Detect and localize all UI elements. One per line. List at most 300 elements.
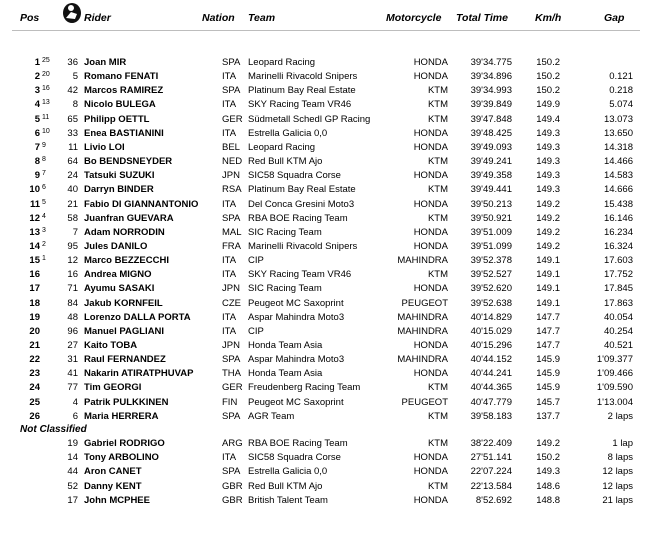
not-classified-label: Not Classified bbox=[20, 424, 87, 435]
table-row bbox=[0, 311, 650, 325]
speed-cell: 147.7 bbox=[536, 312, 560, 323]
table-row bbox=[0, 169, 650, 183]
gap-cell: 12 laps bbox=[602, 481, 633, 492]
total-time-cell: 40'47.779 bbox=[470, 397, 512, 408]
rider-number-cell: 7 bbox=[72, 227, 78, 238]
team-cell: Peugeot MC Saxoprint bbox=[248, 397, 344, 408]
motorcycle-cell: KTM bbox=[427, 438, 448, 449]
speed-cell: 145.9 bbox=[536, 354, 560, 365]
position-cell: 16 bbox=[29, 269, 40, 280]
rider-name-cell: Gabriel RODRIGO bbox=[84, 438, 165, 449]
speed-cell: 147.7 bbox=[536, 326, 560, 337]
team-cell: Südmetall Schedl GP Racing bbox=[248, 114, 371, 125]
team-cell: Estrella Galicia 0,0 bbox=[248, 128, 328, 139]
team-cell: CIP bbox=[248, 326, 264, 337]
total-time-cell: 39'39.849 bbox=[470, 99, 512, 110]
grid-position-cell: 6 bbox=[42, 184, 46, 191]
rider-name-cell: Tim GEORGI bbox=[84, 382, 142, 393]
nation-cell: ITA bbox=[222, 255, 237, 266]
rider-number-cell: 64 bbox=[67, 156, 78, 167]
motorcycle-cell: KTM bbox=[427, 156, 448, 167]
gap-cell: 21 laps bbox=[602, 495, 633, 506]
rider-number-cell: 58 bbox=[67, 213, 78, 224]
rider-number-cell: 17 bbox=[67, 495, 78, 506]
position-cell: 8 bbox=[34, 156, 40, 167]
total-time-cell: 39'50.213 bbox=[470, 199, 512, 210]
nation-cell: SPA bbox=[222, 57, 241, 68]
gap-cell: 13.650 bbox=[603, 128, 633, 139]
nation-cell: ITA bbox=[222, 71, 237, 82]
rider-name-cell: Ayumu SASAKI bbox=[84, 283, 155, 294]
gap-cell: 2 laps bbox=[607, 411, 633, 422]
rider-number-cell: 31 bbox=[67, 354, 78, 365]
rider-name-cell: Bo BENDSNEYDER bbox=[84, 156, 173, 167]
motorcycle-cell: HONDA bbox=[413, 466, 448, 477]
rider-name-cell: Danny KENT bbox=[84, 481, 142, 492]
table-row bbox=[0, 113, 650, 127]
nation-cell: GBR bbox=[222, 495, 243, 506]
not-classified-row bbox=[0, 480, 650, 494]
position-cell: 21 bbox=[29, 340, 40, 351]
team-cell: Marinelli Rivacold Snipers bbox=[248, 71, 358, 82]
gap-cell: 14.318 bbox=[603, 142, 633, 153]
nation-cell: JPN bbox=[222, 340, 240, 351]
nation-cell: ITA bbox=[222, 199, 237, 210]
table-row bbox=[0, 155, 650, 169]
total-time-cell: 39'52.378 bbox=[470, 255, 512, 266]
total-time-cell: 39'49.093 bbox=[470, 142, 512, 153]
table-row bbox=[0, 353, 650, 367]
motorcycle-cell: HONDA bbox=[413, 170, 448, 181]
total-time-cell: 39'52.620 bbox=[470, 283, 512, 294]
speed-cell: 149.3 bbox=[536, 156, 560, 167]
rider-number-cell: 52 bbox=[67, 481, 78, 492]
team-cell: SKY Racing Team VR46 bbox=[248, 269, 352, 280]
table-row bbox=[0, 410, 650, 424]
rider-number-cell: 42 bbox=[67, 85, 78, 96]
position-cell: 2 bbox=[34, 71, 40, 82]
total-time-cell: 38'22.409 bbox=[470, 438, 512, 449]
gap-cell: 17.845 bbox=[603, 283, 633, 294]
speed-cell: 150.2 bbox=[536, 71, 560, 82]
nation-cell: CZE bbox=[222, 298, 241, 309]
motorcycle-cell: KTM bbox=[427, 213, 448, 224]
rider-number-cell: 19 bbox=[67, 438, 78, 449]
grid-position-cell: 10 bbox=[42, 128, 50, 135]
rider-name-cell: Jules DANILO bbox=[84, 241, 148, 252]
rider-number-cell: 21 bbox=[67, 199, 78, 210]
nation-cell: JPN bbox=[222, 170, 240, 181]
rider-name-cell: Andrea MIGNO bbox=[84, 269, 152, 280]
gap-cell: 17.863 bbox=[603, 298, 633, 309]
gap-cell: 14.583 bbox=[603, 170, 633, 181]
rider-number-cell: 33 bbox=[67, 128, 78, 139]
grid-position-cell: 9 bbox=[42, 142, 46, 149]
total-time-cell: 39'51.009 bbox=[470, 227, 512, 238]
gap-cell: 13.073 bbox=[603, 114, 633, 125]
team-cell: RBA BOE Racing Team bbox=[248, 438, 348, 449]
grid-position-cell: 13 bbox=[42, 99, 50, 106]
total-time-cell: 40'44.241 bbox=[470, 368, 512, 379]
gap-cell: 40.054 bbox=[603, 312, 633, 323]
gap-cell: 0.218 bbox=[609, 85, 633, 96]
rider-number-cell: 6 bbox=[72, 411, 78, 422]
table-row bbox=[0, 141, 650, 155]
total-time-cell: 39'49.358 bbox=[470, 170, 512, 181]
gap-cell: 14.466 bbox=[603, 156, 633, 167]
table-row bbox=[0, 240, 650, 254]
position-cell: 17 bbox=[29, 283, 40, 294]
speed-cell: 149.3 bbox=[536, 128, 560, 139]
table-row bbox=[0, 396, 650, 410]
rider-name-cell: Nakarin ATIRATPHUVAP bbox=[84, 368, 194, 379]
position-cell: 25 bbox=[29, 397, 40, 408]
team-cell: RBA BOE Racing Team bbox=[248, 213, 348, 224]
table-row bbox=[0, 183, 650, 197]
total-time-cell: 39'47.848 bbox=[470, 114, 512, 125]
gap-cell: 8 laps bbox=[607, 452, 633, 463]
rider-name-cell: Philipp OETTL bbox=[84, 114, 150, 125]
motorcycle-cell: HONDA bbox=[413, 142, 448, 153]
nation-cell: GER bbox=[222, 114, 243, 125]
nation-cell: ITA bbox=[222, 312, 237, 323]
position-cell: 7 bbox=[34, 142, 40, 153]
position-cell: 3 bbox=[34, 85, 40, 96]
rider-number-cell: 4 bbox=[72, 397, 78, 408]
nation-cell: JPN bbox=[222, 283, 240, 294]
motorcycle-cell: PEUGEOT bbox=[401, 298, 448, 309]
nation-cell: THA bbox=[222, 368, 241, 379]
speed-cell: 147.7 bbox=[536, 340, 560, 351]
speed-cell: 148.8 bbox=[536, 495, 560, 506]
nation-cell: BEL bbox=[222, 142, 240, 153]
rider-number-cell: 48 bbox=[67, 312, 78, 323]
rider-name-cell: Jakub KORNFEIL bbox=[84, 298, 163, 309]
total-time-cell: 40'44.152 bbox=[470, 354, 512, 365]
position-cell: 4 bbox=[34, 99, 40, 110]
speed-cell: 149.1 bbox=[536, 255, 560, 266]
motorcycle-cell: MAHINDRA bbox=[397, 326, 448, 337]
rider-number-cell: 12 bbox=[67, 255, 78, 266]
rider-name-cell: Manuel PAGLIANI bbox=[84, 326, 165, 337]
rider-name-cell: Tony ARBOLINO bbox=[84, 452, 159, 463]
table-row bbox=[0, 127, 650, 141]
grid-position-cell: 8 bbox=[42, 156, 46, 163]
nation-cell: SPA bbox=[222, 354, 241, 365]
position-cell: 11 bbox=[29, 199, 40, 210]
team-cell: Leopard Racing bbox=[248, 57, 316, 68]
nation-cell: ITA bbox=[222, 99, 237, 110]
rider-name-cell: Livio LOI bbox=[84, 142, 125, 153]
position-cell: 18 bbox=[29, 298, 40, 309]
gap-cell: 16.324 bbox=[603, 241, 633, 252]
rider-name-cell: Adam NORRODIN bbox=[84, 227, 165, 238]
total-time-cell: 40'14.829 bbox=[470, 312, 512, 323]
speed-cell: 149.2 bbox=[536, 213, 560, 224]
table-row bbox=[0, 226, 650, 240]
gap-cell: 5.074 bbox=[609, 99, 633, 110]
table-row bbox=[0, 325, 650, 339]
column-header-gap: Gap bbox=[604, 12, 625, 24]
total-time-cell: 39'34.896 bbox=[470, 71, 512, 82]
column-header-rider: Rider bbox=[84, 12, 111, 24]
motorcycle-cell: HONDA bbox=[413, 452, 448, 463]
motorcycle-cell: PEUGEOT bbox=[401, 397, 448, 408]
rider-number-cell: 5 bbox=[72, 71, 78, 82]
motorcycle-cell: HONDA bbox=[413, 495, 448, 506]
table-row bbox=[0, 268, 650, 282]
motorcycle-cell: HONDA bbox=[413, 199, 448, 210]
position-cell: 12 bbox=[29, 213, 40, 224]
speed-cell: 150.2 bbox=[536, 452, 560, 463]
team-cell: Freudenberg Racing Team bbox=[248, 382, 361, 393]
table-row bbox=[0, 56, 650, 70]
position-cell: 5 bbox=[34, 114, 40, 125]
speed-cell: 145.9 bbox=[536, 382, 560, 393]
rider-name-cell: Tatsuki SUZUKI bbox=[84, 170, 155, 181]
speed-cell: 149.3 bbox=[536, 184, 560, 195]
speed-cell: 149.3 bbox=[536, 170, 560, 181]
speed-cell: 145.7 bbox=[536, 397, 560, 408]
rider-number-cell: 40 bbox=[67, 184, 78, 195]
gap-cell: 15.438 bbox=[603, 199, 633, 210]
team-cell: Aspar Mahindra Moto3 bbox=[248, 312, 345, 323]
rider-name-cell: Marcos RAMIREZ bbox=[84, 85, 164, 96]
speed-cell: 149.9 bbox=[536, 99, 560, 110]
total-time-cell: 39'49.441 bbox=[470, 184, 512, 195]
rider-number-cell: 96 bbox=[67, 326, 78, 337]
gap-cell: 1'13.004 bbox=[596, 397, 633, 408]
motorcycle-cell: KTM bbox=[427, 481, 448, 492]
nation-cell: ITA bbox=[222, 128, 237, 139]
position-cell: 10 bbox=[29, 184, 40, 195]
team-cell: Aspar Mahindra Moto3 bbox=[248, 354, 345, 365]
grid-position-cell: 25 bbox=[42, 57, 50, 64]
rider-number-cell: 16 bbox=[67, 269, 78, 280]
motorcycle-cell: KTM bbox=[427, 184, 448, 195]
gap-cell: 16.234 bbox=[603, 227, 633, 238]
grid-position-cell: 7 bbox=[42, 170, 46, 177]
total-time-cell: 39'52.638 bbox=[470, 298, 512, 309]
grid-position-cell: 20 bbox=[42, 71, 50, 78]
team-cell: Honda Team Asia bbox=[248, 368, 323, 379]
motorcycle-cell: KTM bbox=[427, 382, 448, 393]
team-cell: Marinelli Rivacold Snipers bbox=[248, 241, 358, 252]
nation-cell: FIN bbox=[222, 397, 238, 408]
nation-cell: SPA bbox=[222, 85, 241, 96]
grid-position-cell: 11 bbox=[42, 114, 50, 121]
team-cell: Estrella Galicia 0,0 bbox=[248, 466, 328, 477]
rider-number-cell: 11 bbox=[68, 142, 78, 153]
motorcycle-cell: HONDA bbox=[413, 57, 448, 68]
grid-position-cell: 4 bbox=[42, 213, 46, 220]
nation-cell: ARG bbox=[222, 438, 243, 449]
grid-position-cell: 3 bbox=[42, 227, 46, 234]
speed-cell: 145.9 bbox=[536, 368, 560, 379]
column-header-total-time: Total Time bbox=[456, 12, 508, 24]
motorcycle-cell: HONDA bbox=[413, 283, 448, 294]
rider-name-cell: Raul FERNANDEZ bbox=[84, 354, 166, 365]
motorcycle-cell: HONDA bbox=[413, 368, 448, 379]
position-cell: 15 bbox=[29, 255, 40, 266]
total-time-cell: 8'52.692 bbox=[475, 495, 512, 506]
team-cell: Honda Team Asia bbox=[248, 340, 323, 351]
motorcycle-cell: HONDA bbox=[413, 128, 448, 139]
total-time-cell: 40'15.029 bbox=[470, 326, 512, 337]
rider-number-cell: 71 bbox=[67, 283, 78, 294]
team-cell: CIP bbox=[248, 255, 264, 266]
speed-cell: 150.2 bbox=[536, 57, 560, 68]
motorcycle-cell: KTM bbox=[427, 85, 448, 96]
speed-cell: 149.3 bbox=[536, 466, 560, 477]
motorcycle-cell: MAHINDRA bbox=[397, 312, 448, 323]
speed-cell: 149.1 bbox=[536, 283, 560, 294]
grid-position-cell: 5 bbox=[42, 199, 46, 206]
rider-number-cell: 27 bbox=[67, 340, 78, 351]
motorcycle-cell: HONDA bbox=[413, 227, 448, 238]
rider-name-cell: Lorenzo DALLA PORTA bbox=[84, 312, 191, 323]
gap-cell: 1'09.466 bbox=[596, 368, 633, 379]
nation-cell: ITA bbox=[222, 269, 237, 280]
table-row bbox=[0, 339, 650, 353]
speed-cell: 149.1 bbox=[536, 298, 560, 309]
gap-cell: 0.121 bbox=[609, 71, 633, 82]
total-time-cell: 40'44.365 bbox=[470, 382, 512, 393]
grid-position-cell: 1 bbox=[42, 255, 46, 262]
total-time-cell: 39'49.241 bbox=[470, 156, 512, 167]
total-time-cell: 39'50.921 bbox=[470, 213, 512, 224]
rider-number-cell: 65 bbox=[67, 114, 78, 125]
table-row bbox=[0, 212, 650, 226]
team-cell: Peugeot MC Saxoprint bbox=[248, 298, 344, 309]
team-cell: Platinum Bay Real Estate bbox=[248, 85, 356, 96]
not-classified-row bbox=[0, 494, 650, 508]
team-cell: Platinum Bay Real Estate bbox=[248, 184, 356, 195]
not-classified-row bbox=[0, 437, 650, 451]
gap-cell: 40.254 bbox=[603, 326, 633, 337]
nation-cell: SPA bbox=[222, 213, 241, 224]
nation-cell: SPA bbox=[222, 466, 241, 477]
speed-cell: 149.2 bbox=[536, 227, 560, 238]
position-cell: 26 bbox=[29, 411, 40, 422]
table-row bbox=[0, 367, 650, 381]
table-row bbox=[0, 70, 650, 84]
rider-name-cell: Patrik PULKKINEN bbox=[84, 397, 169, 408]
rider-number-cell: 24 bbox=[67, 170, 78, 181]
column-header-motorcycle: Motorcycle bbox=[386, 12, 442, 24]
not-classified-row bbox=[0, 451, 650, 465]
rider-number-cell: 36 bbox=[67, 57, 78, 68]
total-time-cell: 39'58.183 bbox=[470, 411, 512, 422]
nation-cell: NED bbox=[222, 156, 243, 167]
position-cell: 23 bbox=[29, 368, 40, 379]
team-cell: SIC Racing Team bbox=[248, 227, 322, 238]
table-row bbox=[0, 198, 650, 212]
rider-number-cell: 8 bbox=[72, 99, 78, 110]
column-header-kmh: Km/h bbox=[535, 12, 562, 24]
team-cell: Red Bull KTM Ajo bbox=[248, 481, 323, 492]
team-cell: SKY Racing Team VR46 bbox=[248, 99, 352, 110]
grid-position-cell: 2 bbox=[42, 241, 46, 248]
rider-name-cell: Aron CANET bbox=[84, 466, 142, 477]
gap-cell: 40.521 bbox=[603, 340, 633, 351]
nation-cell: GBR bbox=[222, 481, 243, 492]
position-cell: 9 bbox=[34, 170, 40, 181]
motorcycle-cell: HONDA bbox=[413, 340, 448, 351]
position-cell: 13 bbox=[29, 227, 40, 238]
gap-cell: 1'09.590 bbox=[596, 382, 633, 393]
rider-name-cell: Marco BEZZECCHI bbox=[84, 255, 169, 266]
nation-cell: GER bbox=[222, 382, 243, 393]
nation-cell: SPA bbox=[222, 411, 241, 422]
position-cell: 6 bbox=[34, 128, 40, 139]
grid-position-cell: 16 bbox=[42, 85, 50, 92]
motorcycle-cell: HONDA bbox=[413, 71, 448, 82]
nation-cell: MAL bbox=[222, 227, 242, 238]
rider-number-cell: 41 bbox=[67, 368, 78, 379]
position-cell: 20 bbox=[29, 326, 40, 337]
gap-cell: 17.603 bbox=[603, 255, 633, 266]
total-time-cell: 39'51.099 bbox=[470, 241, 512, 252]
column-header-pos: Pos bbox=[20, 12, 40, 24]
rider-name-cell: Maria HERRERA bbox=[84, 411, 159, 422]
table-row bbox=[0, 381, 650, 395]
rider-number-cell: 44 bbox=[67, 466, 78, 477]
rider-name-cell: Romano FENATI bbox=[84, 71, 159, 82]
position-cell: 22 bbox=[29, 354, 40, 365]
motorcycle-cell: KTM bbox=[427, 114, 448, 125]
rider-name-cell: Kaito TOBA bbox=[84, 340, 138, 351]
column-header-nation: Nation bbox=[202, 12, 235, 24]
table-row bbox=[0, 282, 650, 296]
motorcycle-cell: HONDA bbox=[413, 241, 448, 252]
speed-cell: 150.2 bbox=[536, 85, 560, 96]
total-time-cell: 39'34.993 bbox=[470, 85, 512, 96]
rider-number-cell: 84 bbox=[67, 298, 78, 309]
rider-name-cell: Juanfran GUEVARA bbox=[84, 213, 174, 224]
rider-name-cell: Nicolo BULEGA bbox=[84, 99, 156, 110]
team-cell: SIC58 Squadra Corse bbox=[248, 452, 341, 463]
position-cell: 19 bbox=[29, 312, 40, 323]
total-time-cell: 27'51.141 bbox=[470, 452, 512, 463]
speed-cell: 149.2 bbox=[536, 199, 560, 210]
motorcycle-cell: KTM bbox=[427, 269, 448, 280]
rider-name-cell: John MCPHEE bbox=[84, 495, 150, 506]
gap-cell: 1'09.377 bbox=[596, 354, 633, 365]
column-header-team: Team bbox=[248, 12, 276, 24]
team-cell: SIC Racing Team bbox=[248, 283, 322, 294]
rider-number-cell: 95 bbox=[67, 241, 78, 252]
motorcycle-cell: KTM bbox=[427, 411, 448, 422]
gap-cell: 16.146 bbox=[603, 213, 633, 224]
nation-cell: ITA bbox=[222, 452, 237, 463]
total-time-cell: 39'48.425 bbox=[470, 128, 512, 139]
table-row bbox=[0, 98, 650, 112]
not-classified-row bbox=[0, 465, 650, 479]
speed-cell: 149.3 bbox=[536, 142, 560, 153]
motorcycle-cell: KTM bbox=[427, 99, 448, 110]
team-cell: Del Conca Gresini Moto3 bbox=[248, 199, 355, 210]
gap-cell: 17.752 bbox=[603, 269, 633, 280]
speed-cell: 149.2 bbox=[536, 438, 560, 449]
table-row bbox=[0, 297, 650, 311]
nation-cell: FRA bbox=[222, 241, 241, 252]
rider-number-cell: 77 bbox=[67, 382, 78, 393]
table-row bbox=[0, 254, 650, 268]
gap-cell: 1 lap bbox=[612, 438, 633, 449]
rider-name-cell: Joan MIR bbox=[84, 57, 127, 68]
position-cell: 24 bbox=[29, 382, 40, 393]
